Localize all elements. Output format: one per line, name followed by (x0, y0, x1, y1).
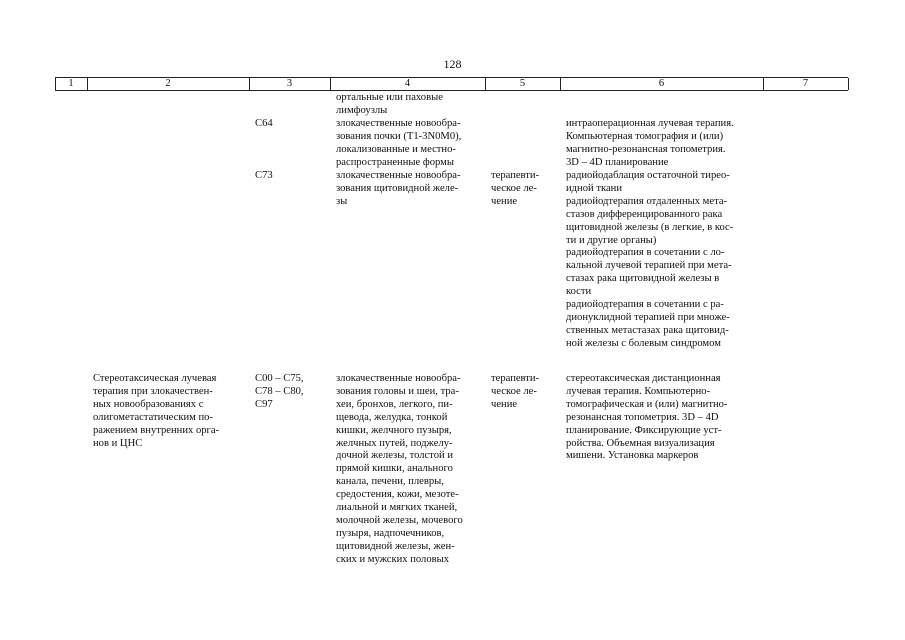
table-cell-method (566, 170, 756, 351)
cell-line: зования головы и шеи, тра- (336, 385, 459, 397)
cell-line: ственных метастазах рака щитовид- (566, 324, 729, 336)
cell-line: молочной железы, мочевого (336, 514, 463, 526)
cell-line: локализованные и местно- (336, 143, 456, 155)
table-cell-icd-code (255, 170, 325, 183)
table-cell-disease (336, 92, 478, 118)
cell-line: ских и мужских половых (336, 553, 450, 565)
cell-line: C64 (255, 118, 273, 129)
cell-line: ройства. Объемная визуализация (566, 437, 715, 449)
cell-line: пузыря, надпочечников, (336, 527, 445, 539)
cell-line: нов и ЦНС (93, 437, 143, 449)
cell-line: лучевая терапия. Компьютерно- (566, 385, 711, 397)
cell-line: олигометастатическим по- (93, 411, 214, 423)
cell-line: дионуклидной терапией при множе- (566, 311, 730, 323)
cell-line: ных новообразованиях с (93, 398, 204, 410)
cell-line: ортальные или паховые (336, 92, 443, 103)
column-divider (848, 78, 849, 90)
cell-line: чение (491, 195, 518, 207)
cell-line: желчных путей, поджелу- (336, 437, 453, 449)
table-cell-treatment-type (491, 170, 555, 209)
cell-line: интраоперационная лучевая терапия. (566, 118, 734, 129)
cell-line: ражением внутренних орга- (93, 424, 220, 436)
table-cell-icd-code (255, 118, 325, 131)
cell-line: кости (566, 286, 592, 298)
cell-line: терапевти- (491, 170, 540, 181)
cell-line: радиойодтерапия в сочетании с ра- (566, 299, 724, 311)
cell-line: щитовидной железы (в легкие, в кос- (566, 221, 734, 233)
cell-line: злокачественные новообра- (336, 170, 461, 181)
cell-line: C78 – C80, (255, 385, 304, 397)
cell-line: ти и другие органы) (566, 234, 657, 246)
cell-line: C00 – C75, (255, 373, 304, 384)
cell-line: кишки, желчного пузыря, (336, 424, 452, 436)
cell-line: мишени. Установка маркеров (566, 450, 699, 462)
table-cell-disease (336, 170, 478, 209)
column-number: 6 (658, 78, 665, 89)
cell-line: ческое ле- (491, 385, 537, 397)
cell-line: распространенные формы (336, 156, 454, 168)
header-bottom-rule (55, 90, 848, 91)
column-number: 3 (286, 78, 293, 89)
cell-line: лимфоузлы (336, 104, 388, 116)
cell-line: канала, печени, плевры, (336, 476, 444, 488)
cell-line: магнитно-резонансная топометрия. (566, 143, 726, 155)
table-cell-care-type (93, 373, 243, 450)
cell-line: C73 (255, 170, 273, 181)
cell-line: Стереотаксическая лучевая (93, 373, 217, 384)
cell-line: резонансная топометрия. 3D – 4D (566, 411, 719, 423)
cell-line: идной ткани (566, 182, 622, 194)
column-number: 4 (404, 78, 411, 89)
cell-line: радиойодаблация остаточной тирео- (566, 170, 730, 181)
cell-line: хеи, бронхов, легкого, пи- (336, 398, 453, 410)
cell-line: чение (491, 398, 518, 410)
page-number: 128 (443, 57, 462, 71)
cell-line: радиойодтерапия в сочетании с ло- (566, 247, 725, 259)
cell-line: терапевти- (491, 373, 540, 384)
table-cell-disease (336, 118, 478, 170)
cell-line: средостения, кожи, мезоте- (336, 489, 459, 501)
cell-line: дочной железы, толстой и (336, 450, 454, 462)
cell-line: щитовидной железы, жен- (336, 540, 455, 552)
column-number: 5 (519, 78, 526, 89)
cell-line: терапия при злокачествен- (93, 385, 213, 397)
cell-line: радиойодтерапия отдаленных мета- (566, 195, 728, 207)
cell-line: щевода, желудка, тонкой (336, 411, 448, 423)
column-number: 1 (68, 78, 74, 89)
cell-line: планирование. Фиксирующие уст- (566, 424, 722, 436)
table-cell-icd-code (255, 373, 325, 412)
cell-line: зования щитовидной желе- (336, 182, 459, 194)
cell-line: Компьютерная томография и (или) (566, 130, 724, 142)
cell-line: 3D – 4D планирование (566, 156, 669, 168)
cell-line: томографическая и (или) магнитно- (566, 398, 728, 410)
cell-line: ной железы с болевым синдромом (566, 337, 721, 349)
table-cell-treatment-type (491, 373, 555, 412)
cell-line: прямой кишки, анального (336, 463, 453, 475)
table-cell-method (566, 373, 756, 463)
cell-line: зования почки (T1-3N0M0), (336, 130, 462, 142)
cell-line: лиальной и мягких тканей, (336, 502, 458, 514)
column-number: 2 (165, 78, 171, 89)
table-cell-disease (336, 373, 478, 567)
cell-line: злокачественные новообра- (336, 118, 461, 129)
cell-line: стереотаксическая дистанционная (566, 373, 721, 384)
cell-line: злокачественные новообра- (336, 373, 461, 384)
cell-line: ческое ле- (491, 182, 537, 194)
cell-line: кальной лучевой терапией при мета- (566, 260, 732, 272)
table-cell-method (566, 118, 756, 170)
cell-line: стазов дифференцированного рака (566, 208, 723, 220)
column-number: 7 (802, 78, 809, 89)
cell-line: C97 (255, 398, 273, 410)
cell-line: зы (336, 195, 348, 207)
cell-line: стазах рака щитовидной железы в (566, 273, 720, 285)
